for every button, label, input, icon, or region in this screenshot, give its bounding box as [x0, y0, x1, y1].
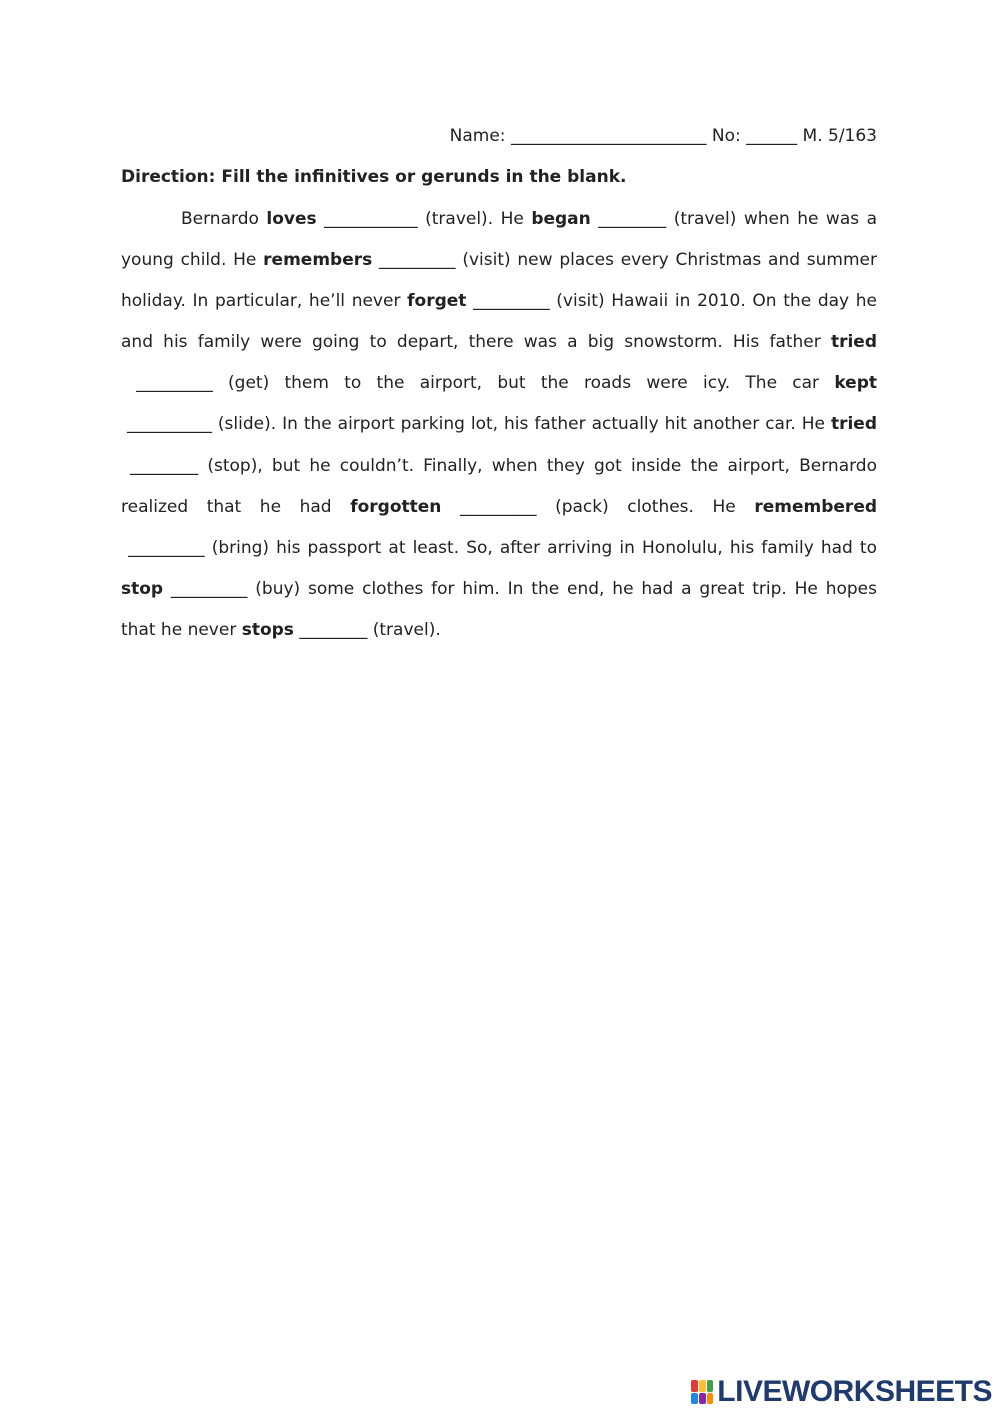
- passage-text: (travel). He: [425, 209, 532, 229]
- logo-tile: [691, 1393, 698, 1405]
- name-label: Name:: [449, 126, 506, 146]
- logo-tile: [699, 1380, 706, 1392]
- passage-text: (get) them to the airport, but the roads were icy. The car: [228, 373, 835, 394]
- passage-text: (visit) Hawaii in 2010. On the day he and his family were going to depart, there was a big snowstorm. His father: [121, 291, 878, 353]
- answer-blank[interactable]: _________: [372, 250, 463, 271]
- passage-text: Bernardo: [181, 209, 267, 229]
- target-verb: remembered: [754, 496, 878, 517]
- answer-blank[interactable]: ________: [590, 209, 674, 229]
- passage-text: (pack) clothes. He: [555, 496, 755, 517]
- answer-blank[interactable]: ___________: [316, 209, 426, 229]
- class-code: M. 5/163: [802, 126, 877, 146]
- answer-blank[interactable]: _________: [466, 291, 557, 312]
- target-verb: stops: [241, 619, 294, 640]
- passage-text: (bring) his passport at least. So, after arriving in Honolulu, his family had to: [211, 537, 877, 558]
- passage-text: (visit) new places every Christmas and summer holiday. In particular, he’ll never: [121, 250, 877, 312]
- logo-tile: [707, 1380, 714, 1392]
- target-verb: began: [531, 209, 591, 229]
- passage-text: (travel) when he was a young child. He: [121, 209, 878, 271]
- passage-text: (travel).: [372, 619, 441, 640]
- target-verb: remembers: [263, 250, 373, 271]
- passage-text: (stop), but he couldn’t. Finally, when they got inside the airport, Bernardo realized that he had: [121, 455, 877, 517]
- target-verb: kept: [834, 373, 877, 394]
- passage-text: (slide). In the airport parking lot, his father actually hit another car. He: [217, 414, 831, 435]
- target-verb: forgotten: [350, 496, 442, 517]
- answer-blank[interactable]: _________: [441, 496, 556, 517]
- answer-blank[interactable]: _________: [121, 537, 212, 558]
- answer-blank[interactable]: _________: [121, 373, 229, 394]
- passage-text: (buy) some clothes for him. In the end, he had a great trip. He hopes that he never: [121, 578, 877, 640]
- number-label: No:: [711, 126, 741, 146]
- target-verb: stop: [121, 578, 164, 599]
- liveworksheets-logo: [691, 1375, 992, 1409]
- answer-blank[interactable]: ________: [121, 455, 208, 476]
- logo-tile: [699, 1393, 706, 1405]
- number-blank[interactable]: ______: [746, 126, 798, 146]
- answer-blank[interactable]: _________: [163, 578, 256, 599]
- logo-tile: [707, 1393, 714, 1405]
- answer-blank[interactable]: ________: [293, 619, 373, 640]
- liveworksheets-logo-icon: [691, 1380, 713, 1404]
- passage: [121, 199, 877, 651]
- header-line: [121, 126, 877, 146]
- target-verb: loves: [266, 209, 317, 229]
- target-verb: tried: [830, 332, 877, 353]
- direction-text: Direction: Fill the infinitives or gerunds in the blank.: [121, 167, 627, 187]
- answer-blank[interactable]: __________: [121, 414, 218, 435]
- target-verb: forget: [407, 291, 467, 312]
- target-verb: tried: [830, 414, 877, 435]
- name-blank[interactable]: _______________________: [510, 126, 707, 146]
- logo-text: LIVEWORKSHEETS: [717, 1375, 992, 1408]
- logo-tile: [691, 1380, 698, 1392]
